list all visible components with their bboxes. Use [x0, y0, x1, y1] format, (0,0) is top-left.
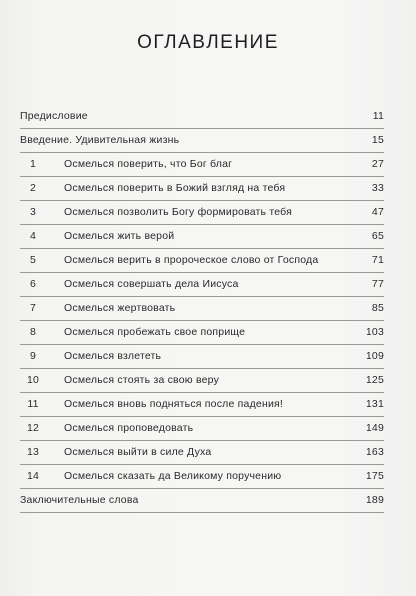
chapter-title: Осмелься жить верой	[64, 230, 175, 242]
toc-chapter-8	[20, 324, 384, 348]
chapter-number: 9	[29, 350, 37, 362]
chapter-page: 85	[371, 302, 384, 314]
toc-chapter-5	[20, 252, 384, 276]
chapter-page: 149	[365, 422, 384, 434]
chapter-number: 4	[29, 230, 37, 242]
chapter-number: 2	[29, 182, 37, 194]
chapter-title: Осмелься позволить Богу формировать тебя	[64, 206, 293, 218]
chapter-page: 47	[371, 206, 384, 218]
chapter-number: 12	[26, 422, 40, 434]
chapter-title: Осмелься выйти в силе Духа	[64, 446, 212, 458]
toc-entry-label: Предисловие	[20, 110, 88, 122]
toc-chapter-9	[20, 348, 384, 372]
toc-entry-label: Введение. Удивительная жизнь	[20, 134, 180, 146]
chapter-page: 109	[365, 350, 384, 362]
toc-entry-introduction	[20, 132, 384, 156]
chapter-number: 3	[29, 206, 37, 218]
toc-entry-preface	[20, 108, 384, 132]
toc-chapter-1	[20, 156, 384, 180]
chapter-number: 14	[26, 470, 40, 482]
chapter-title: Осмелься вновь подняться после падения!	[64, 398, 284, 410]
page-title: ОГЛАВЛЕНИЕ	[137, 32, 279, 53]
chapter-number: 8	[29, 326, 37, 338]
chapter-page: 175	[365, 470, 384, 482]
toc-chapter-4	[20, 228, 384, 252]
chapter-page: 125	[365, 374, 384, 386]
toc-chapter-14	[20, 468, 384, 492]
chapter-page: 65	[371, 230, 384, 242]
chapter-number: 10	[26, 374, 40, 386]
chapter-page: 103	[365, 326, 384, 338]
chapter-title: Осмелься сказать да Великому поручению	[64, 470, 282, 482]
toc-entry-page: 11	[372, 110, 384, 122]
toc-entry-closing-words	[20, 492, 384, 516]
toc-chapter-7	[20, 300, 384, 324]
chapter-number: 7	[29, 302, 37, 314]
chapter-title: Осмелься взлететь	[64, 350, 162, 362]
toc-chapter-12	[20, 420, 384, 444]
toc-chapter-2	[20, 180, 384, 204]
chapter-title: Осмелься верить в пророческое слово от Господа	[64, 254, 319, 266]
chapter-page: 77	[371, 278, 384, 290]
toc-chapter-11	[20, 396, 384, 420]
chapter-title: Осмелься жертвовать	[64, 302, 176, 314]
chapter-number: 5	[29, 254, 37, 266]
toc-entry-page: 189	[365, 494, 384, 506]
chapter-number: 13	[26, 446, 40, 458]
toc-chapter-10	[20, 372, 384, 396]
chapter-title: Осмелься стоять за свою веру	[64, 374, 220, 386]
chapter-title: Осмелься проповедовать	[64, 422, 194, 434]
chapter-number: 11	[27, 398, 39, 410]
chapter-number: 6	[29, 278, 37, 290]
chapter-title: Осмелься совершать дела Иисуса	[64, 278, 239, 290]
toc-entry-page: 15	[371, 134, 384, 146]
chapter-title: Осмелься поверить в Божий взгляд на тебя	[64, 182, 286, 194]
toc-chapter-3	[20, 204, 384, 228]
toc-chapter-13	[20, 444, 384, 468]
chapter-title: Осмелься пробежать свое поприще	[64, 326, 246, 338]
toc-entry-label: Заключительные слова	[20, 494, 139, 506]
chapter-title: Осмелься поверить, что Бог благ	[64, 158, 233, 170]
chapter-number: 1	[29, 158, 37, 170]
chapter-page: 71	[371, 254, 384, 266]
chapter-page: 163	[365, 446, 384, 458]
chapter-page: 27	[371, 158, 384, 170]
chapter-page: 131	[365, 398, 384, 410]
toc-chapter-6	[20, 276, 384, 300]
chapter-page: 33	[371, 182, 384, 194]
table-of-contents	[20, 108, 384, 516]
